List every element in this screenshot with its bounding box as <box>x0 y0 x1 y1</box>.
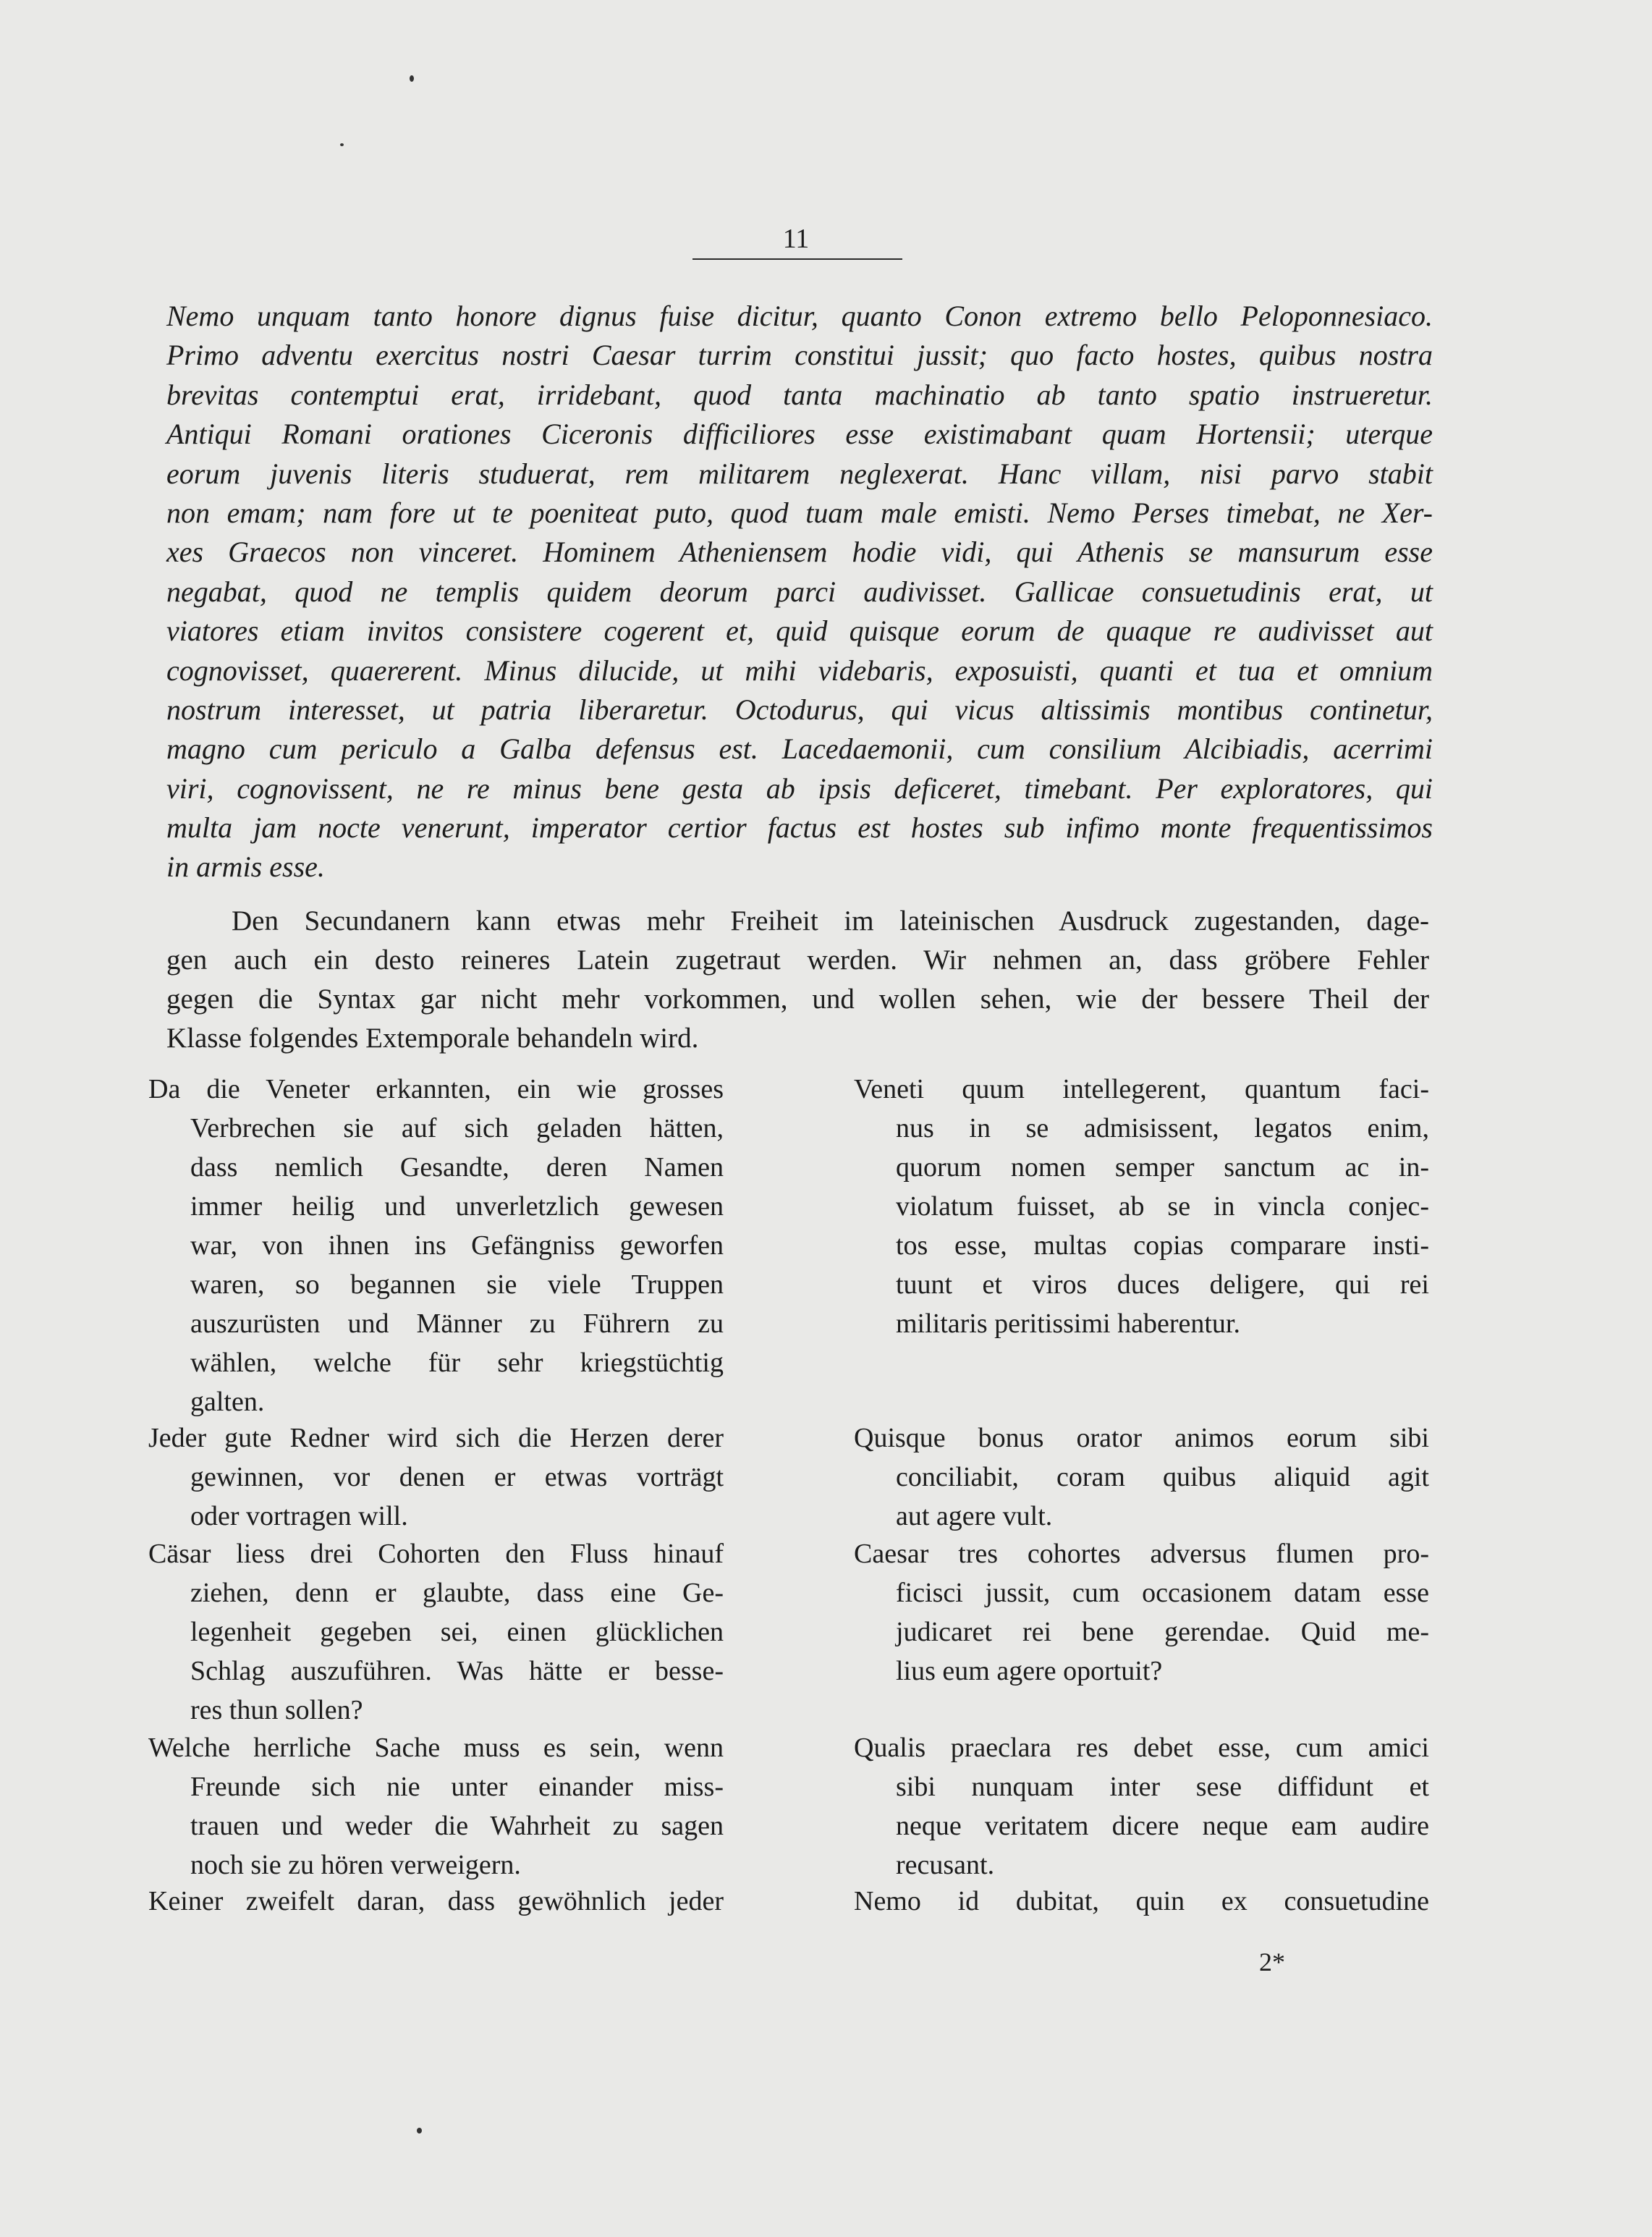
german-sentence-line: Da die Veneter erkannten, ein wie grosses <box>148 1074 724 1104</box>
latin-line: magno cum periculo a Galba defensus est. Lacedaemonii, cum consilium Alcibiadis, acerrimi <box>166 732 1433 766</box>
latin-translation-line: neque veritatem dicere neque eam audire <box>896 1811 1429 1841</box>
german-sentence-line: war, von ihnen ins Gefängniss geworfen <box>190 1230 724 1261</box>
latin-line: in armis esse. <box>166 850 325 884</box>
latin-translation-line: Caesar tres cohortes adversus flumen pro- <box>854 1539 1429 1569</box>
latin-translation-line: militaris peritissimi haberentur. <box>896 1308 1240 1339</box>
latin-translation <box>854 1534 1429 1691</box>
german-sentence <box>148 1534 724 1730</box>
latin-line: brevitas contemptui erat, irridebant, quod tanta machinatio ab tanto spatio instrueretur. <box>166 378 1433 411</box>
latin-line: Primo adventu exercitus nostri Caesar turrim constitui jussit; quo facto hostes, quibus nostra <box>166 339 1433 372</box>
german-sentence-line: ziehen, denn er glaubte, dass eine Ge- <box>190 1578 724 1608</box>
german-line: gegen die Syntax gar nicht mehr vorkommen, und wollen sehen, wie der bessere Theil der <box>166 984 1429 1015</box>
latin-translation-line: aut agere vult. <box>896 1501 1053 1531</box>
german-line: Klasse folgendes Extemporale behandeln wird. <box>166 1023 699 1054</box>
page-number: 11 <box>782 224 810 254</box>
latin-translation-line: lius eum agere oportuit? <box>896 1656 1163 1686</box>
german-line: Den Secundanern kann etwas mehr Freiheit im lateinischen Ausdruck zugestanden, dage- <box>232 905 1429 936</box>
latin-line: viatores etiam invitos consistere cogerent et, quid quisque eorum de quaque re audivisset aut <box>166 614 1433 648</box>
german-sentence-line: dass nemlich Gesandte, deren Namen <box>190 1152 724 1183</box>
german-sentence-line: Cäsar liess drei Cohorten den Fluss hinauf <box>148 1539 724 1569</box>
german-sentence-line: Jeder gute Redner wird sich die Herzen derer <box>148 1423 724 1453</box>
german-sentence-line: legenheit gegeben sei, einen glücklichen <box>190 1617 724 1647</box>
latin-translation-line: quorum nomen semper sanctum ac in- <box>896 1152 1429 1183</box>
latin-line: xes Graecos non vinceret. Hominem Atheniensem hodie vidi, qui Athenis se mansurum esse <box>166 536 1433 569</box>
german-sentence-line: auszurüsten und Männer zu Führern zu <box>190 1308 724 1339</box>
german-sentence-line: galten. <box>190 1387 265 1417</box>
latin-line: viri, cognovissent, ne re minus bene gesta ab ipsis deficeret, timebant. Per exploratores, qui <box>166 771 1433 805</box>
latin-translation-line: Quisque bonus orator animos eorum sibi <box>854 1423 1429 1453</box>
latin-line: Antiqui Romani orationes Ciceronis difficiliores esse existimabant quam Hortensii; uterque <box>166 418 1433 451</box>
header-rule <box>692 258 902 260</box>
latin-line: Nemo unquam tanto honore dignus fuise dicitur, quanto Conon extremo bello Peloponnesiaco. <box>166 300 1433 332</box>
latin-translation-line: Nemo id dubitat, quin ex consuetudine <box>854 1886 1429 1916</box>
german-sentence-line: res thun sollen? <box>190 1695 363 1725</box>
german-sentence-line: Welche herrliche Sache muss es sein, wenn <box>148 1733 724 1763</box>
german-sentence-line: wählen, welche für sehr kriegstüchtig <box>190 1348 724 1378</box>
german-paragraph <box>166 902 1429 1058</box>
latin-line: negabat, quod ne templis quidem deorum parci audivisset. Gallicae consuetudinis erat, ut <box>166 575 1433 608</box>
latin-translation-line: Qualis praeclara res debet esse, cum amici <box>854 1733 1429 1763</box>
latin-translation-line: tuunt et viros duces deligere, qui rei <box>896 1269 1429 1300</box>
paper-speck <box>417 2128 422 2134</box>
german-sentence <box>148 1728 724 1885</box>
german-sentence-line: oder vortragen will. <box>190 1501 408 1531</box>
signature-mark: 2* <box>1259 1948 1285 1976</box>
paper-speck <box>410 75 414 82</box>
latin-translation <box>854 1882 1429 1921</box>
german-sentence-line: Keiner zweifelt daran, dass gewöhnlich jeder <box>148 1886 724 1916</box>
latin-translation-line: sibi nunquam inter sese diffidunt et <box>896 1772 1429 1802</box>
latin-line: multa jam nocte venerunt, imperator certior factus est hostes sub infimo monte frequentissimos <box>166 811 1433 845</box>
german-sentence-line: Schlag auszuführen. Was hätte er besse- <box>190 1656 724 1686</box>
latin-line: non emam; nam fore ut te poeniteat puto, quod tuam male emisti. Nemo Perses timebat, ne Xer- <box>166 496 1433 529</box>
latin-line: eorum juvenis literis studuerat, rem militarem neglexerat. Hanc villam, nisi parvo stabit <box>166 457 1433 490</box>
latin-translation <box>854 1418 1429 1536</box>
german-sentence <box>148 1882 724 1921</box>
german-sentence-line: noch sie zu hören verweigern. <box>190 1850 521 1880</box>
latin-translation-line: judicaret rei bene gerendae. Quid me- <box>896 1617 1429 1647</box>
latin-translation-line: ficisci jussit, cum occasionem datam esse <box>896 1578 1429 1608</box>
german-sentence-line: trauen und weder die Wahrheit zu sagen <box>190 1811 724 1841</box>
latin-translation-line: conciliabit, coram quibus aliquid agit <box>896 1462 1429 1492</box>
german-sentence-line: gewinnen, vor denen er etwas vorträgt <box>190 1462 724 1492</box>
german-sentence-line: Freunde sich nie unter einander miss- <box>190 1772 724 1802</box>
latin-translation <box>854 1728 1429 1885</box>
latin-translation-line: nus in se admisissent, legatos enim, <box>896 1113 1429 1143</box>
latin-translation-line: tos esse, multas copias comparare insti- <box>896 1230 1429 1261</box>
latin-translation-line: recusant. <box>896 1850 995 1880</box>
latin-translation-line: violatum fuisset, ab se in vincla conjec- <box>896 1191 1429 1222</box>
german-sentence-line: immer heilig und unverletzlich gewesen <box>190 1191 724 1222</box>
german-line: gen auch ein desto reineres Latein zugetraut werden. Wir nehmen an, dass gröbere Fehler <box>166 944 1429 976</box>
latin-line: nostrum interesset, ut patria liberaretur. Octodurus, qui vicus altissimis montibus continetur, <box>166 693 1433 726</box>
german-sentence-line: Verbrechen sie auf sich geladen hätten, <box>190 1113 724 1143</box>
german-sentence-line: waren, so begannen sie viele Truppen <box>190 1269 724 1300</box>
german-sentence <box>148 1070 724 1421</box>
latin-translation-line: Veneti quum intellegerent, quantum faci- <box>854 1074 1429 1104</box>
latin-line: cognovisset, quaererent. Minus dilucide, ut mihi videbaris, exposuisti, quanti et tua et omnium <box>166 654 1433 687</box>
paper-speck <box>340 143 344 146</box>
latin-paragraph <box>166 297 1433 887</box>
latin-translation <box>854 1070 1429 1343</box>
german-sentence <box>148 1418 724 1536</box>
